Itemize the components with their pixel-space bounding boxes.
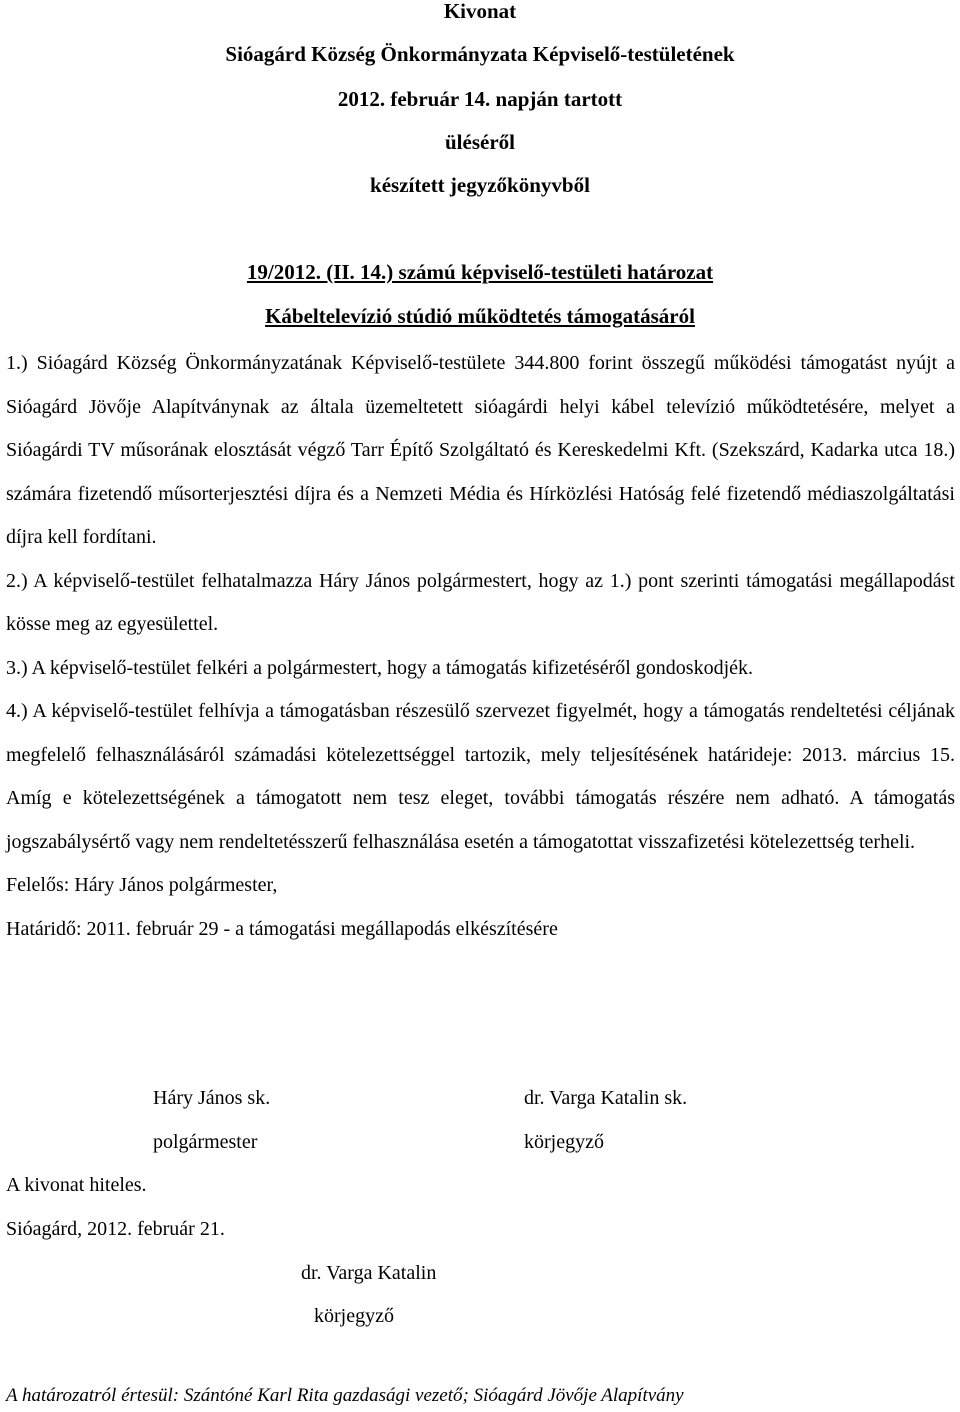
- distribution-footer: A határozatról értesül: Szántóné Karl Rita gazdasági vezető; Sióagárd Jövője Alapítvány: [6, 1385, 684, 1406]
- paragraph-4: 4.) A képviselő-testület felhívja a támogatásban részesülő szervezet figyelmét, hogy a támogatás rendeltetési céljának megfelelő felhasználásáról számadási kötelezettséggel tartozik, mely teljesítésének határideje: 2013. március 15. Amíg e kötelezettségének a támogatott nem tesz eleget, további támogatás részére nem adható. A támogatás jogszabálysértő vagy nem rendeltetésszerű felhasználása esetén a támogatottat visszafizetési kötelezettség terheli.: [6, 700, 955, 853]
- certifier-name: dr. Varga Katalin: [301, 1262, 437, 1284]
- meeting-date: 2012. február 14. napján tartott: [337, 87, 623, 111]
- certification-line: A kivonat hiteles.: [6, 1174, 147, 1196]
- mayor-signature-name: Háry János sk.: [153, 1087, 271, 1109]
- deadline-line: Határidő: 2011. február 29 - a támogatási megállapodás elkészítésére: [6, 917, 558, 940]
- council-name: Sióagárd Község Önkormányzata Képviselő-testületének: [225, 42, 735, 66]
- paragraph-2: 2.) A képviselő-testület felhatalmazza Háry János polgármestert, hogy az 1.) pont szerinti támogatási megállapodást kösse meg az egyesülettel.: [6, 569, 955, 635]
- notary-signature-name: dr. Varga Katalin sk.: [524, 1087, 688, 1109]
- resolution-number: 19/2012. (II. 14.) számú képviselő-testületi határozat: [246, 260, 714, 284]
- notary-signature-title: körjegyző: [524, 1131, 604, 1153]
- place-date-line: Sióagárd, 2012. február 21.: [6, 1218, 225, 1240]
- resolution-subject: Kábeltelevízió stúdió működtetés támogatásáról: [265, 304, 695, 328]
- mayor-signature-title: polgármester: [153, 1131, 258, 1153]
- document-title: Kivonat: [443, 0, 517, 23]
- certifier-title: körjegyző: [314, 1305, 394, 1327]
- responsible-line: Felelős: Háry János polgármester,: [6, 874, 278, 896]
- paragraph-3: 3.) A képviselő-testület felkéri a polgármestert, hogy a támogatás kifizetéséről gondoskodjék.: [6, 656, 754, 679]
- paragraph-1: 1.) Sióagárd Község Önkormányzatának Képviselő-testülete 344.800 forint összegű működési támogatást nyújt a Sióagárd Jövője Alapítványnak az általa üzemeltetett sióagárdi helyi kábel televízió működtetésére, melyet a Sióagárdi TV műsorának elosztását végző Tarr Építő Szolgáltató és Kereskedelmi Kft. (Szekszárd, Kadarka utca 18.) számára fizetendő műsorterjesztési díjra és a Nemzeti Média és Hírközlési Hatóság felé fizetendő médiaszolgáltatási díjra kell fordítani.: [6, 352, 955, 548]
- meeting-label: üléséről: [445, 130, 515, 154]
- resolution-body: [6, 342, 955, 951]
- minutes-label: készített jegyzőkönyvből: [370, 173, 590, 197]
